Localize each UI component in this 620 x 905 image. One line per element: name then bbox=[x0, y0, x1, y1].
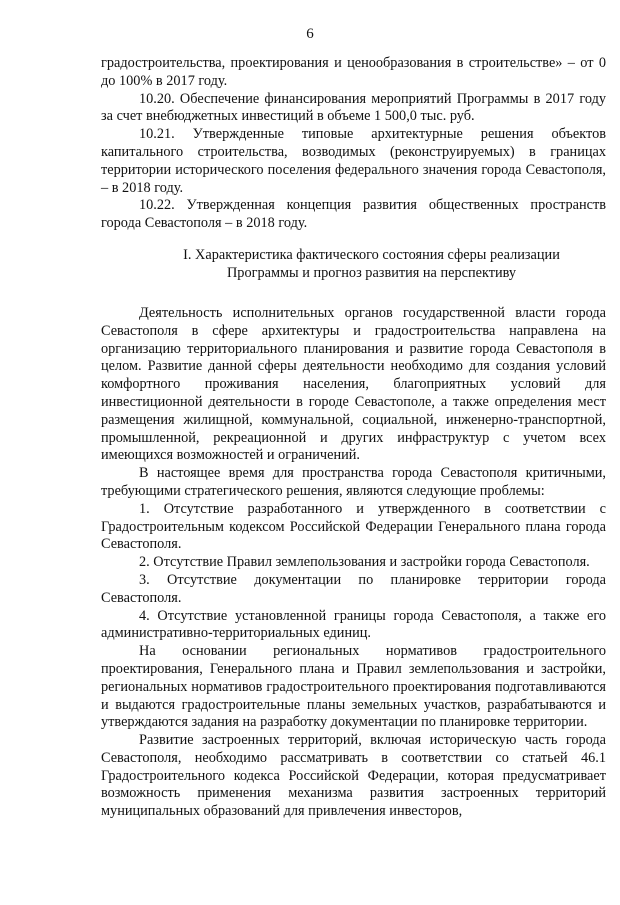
paragraph-10-21: 10.21. Утвержденные типовые архитектурные решения объектов капитального строительства, возводимых (реконструируемых) в границах территории исторического поселения федерального значения города Севастополя, – в 2018 году. bbox=[101, 126, 606, 196]
paragraph-10-22: 10.22. Утвержденная концепция развития общественных пространств города Севастополя – в 2018 году. bbox=[101, 197, 606, 232]
paragraph-10-20: 10.20. Обеспечение финансирования мероприятий Программы в 2017 году за счет внебюджетных инвестиций в объеме 1 500,0 тыс. руб. bbox=[101, 90, 606, 125]
paragraph-intro-continuation: градостроительства, проектирования и ценообразования в строительстве» – от 0 до 100% в 2017 году. bbox=[101, 55, 606, 89]
paragraph-built-up-territories: Развитие застроенных территорий, включая историческую часть города Севастополя, необходимо рассматривать в соответствии со статьей 46.1 Градостроительного кодекса Российской Федерации, которая предусматривает возможность применения механизма развития застроенных территорий муниципальных образований для привлечения инвесторов, bbox=[101, 732, 606, 820]
section-heading-line-1: I. Характеристика фактического состояния сферы реализации bbox=[183, 246, 560, 263]
problem-item-1: 1. Отсутствие разработанного и утвержденного в соответствии с Градостроительным кодексом Российской Федерации Генерального плана города Севастополя. bbox=[101, 500, 606, 553]
paragraph-problems-intro: В настоящее время для пространства города Севастополя критичными, требующими стратегического решения, являются следующие проблемы: bbox=[101, 465, 606, 499]
paragraph-regional-norms: На основании региональных нормативов градостроительного проектирования, Генерального плана и Правил землепользования и застройки, региональных нормативов градостроительного проектирования подготавливаются и выдаются градостроительные планы земельных участков, разрабатываются и утверждаются задания на разработку документации по планировке территории. bbox=[101, 643, 606, 731]
problem-item-2: 2. Отсутствие Правил землепользования и застройки города Севастополя. bbox=[139, 554, 590, 571]
section-heading bbox=[101, 246, 606, 283]
document-body bbox=[101, 55, 606, 821]
paragraph-activity: Деятельность исполнительных органов государственной власти города Севастополя в сфере архитектуры и градостроительства направлена на организацию территориального планирования и развитие города Севастополя в целом. Развитие данной сферы деятельности необходимо для создания условий комфортного проживания населения, благоприятных условий для инвестиционной деятельности в городе Севастополе, а также определения мест размещения жилищной, коммунальной, социальной, инженерно-транспортной, промышленной, рекреационной и других инфраструктур с учетом всех имеющихся возможностей и ограничений. bbox=[101, 304, 606, 464]
section-heading-line-2: Программы и прогноз развития на перспективу bbox=[226, 265, 517, 282]
problem-item-4: 4. Отсутствие установленной границы города Севастополя, а также его административно-территориальных единиц. bbox=[101, 607, 606, 642]
page-number: 6 bbox=[306, 26, 314, 42]
problem-item-3: 3. Отсутствие документации по планировке территории города Севастополя. bbox=[101, 571, 606, 606]
